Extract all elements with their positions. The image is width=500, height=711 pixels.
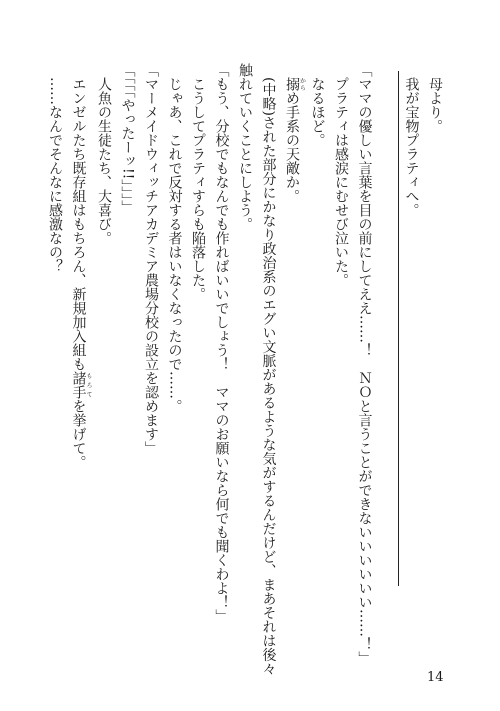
- text-line: こうしてプラティすらも陥落した。: [190, 77, 206, 301]
- text-line: 我が宝物プラティへ。: [403, 77, 420, 217]
- text-line: 「ママの優しい言葉を目の前にしてええ……！ ＮＯと言うことができないいいいいい……！」: [356, 63, 373, 665]
- page-number: 14: [427, 670, 444, 685]
- text-line-ruby: エンゼルたち既存組はもちろん、新規加入組も諸手もろてを挙げて。: [70, 77, 92, 469]
- blank-line: [376, 63, 400, 583]
- text-line: 母より。: [427, 77, 443, 133]
- vertical-body-text: [43, 63, 447, 676]
- text-line: 「「「「やったーッ!!」」」」: [119, 63, 136, 215]
- text-line: プラティは感涙にむせび泣いた。: [333, 77, 349, 287]
- ruby-word: 諸手もろて: [70, 371, 92, 399]
- text-line: (中略)された部分にかなり政治系のエグい文脈があるような気がするんだけど、まあそれは後々: [260, 77, 277, 676]
- text-line: なるほど。: [309, 77, 326, 147]
- text-line: 「マーメイドウィッチアカデミア農場分校の設立を認めます」: [143, 63, 159, 455]
- text-line: じゃあ、これで反対する者はいなくなったので……。: [166, 77, 183, 413]
- text-line: 「もう、分校でもなんでも作ればいいでしょう！ ママのお願いなら何でも聞くわよ！」: [213, 63, 230, 623]
- divider-rule: [398, 71, 399, 586]
- text-line: 触れていくことにしよう。: [237, 63, 253, 231]
- ruby-word: 搦から: [284, 77, 306, 91]
- text-line: ……なんでそんなに感激なの？: [47, 77, 63, 273]
- text-line: 人魚の生徒たち、大喜び。: [96, 77, 112, 245]
- text-line-ruby: 搦からめ手系の天敵か。: [284, 77, 306, 203]
